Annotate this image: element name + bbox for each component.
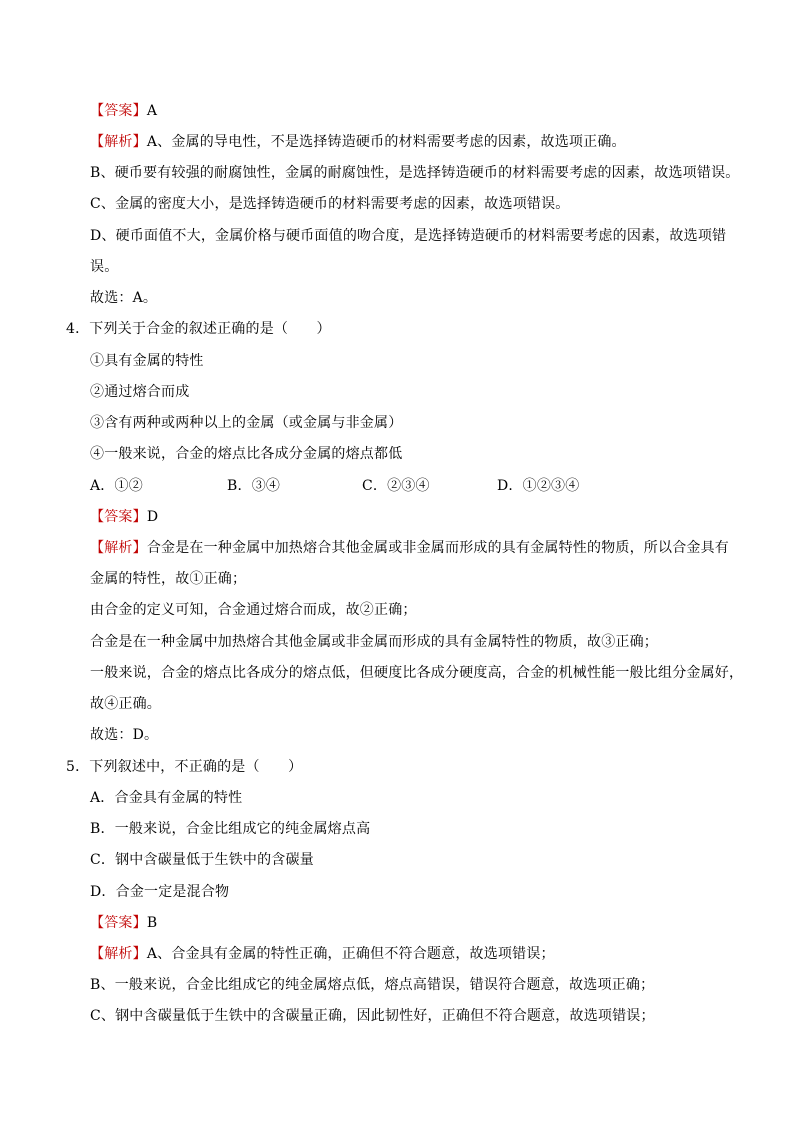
answer-value: B [146, 915, 158, 931]
q4-analysis-line-2: 金属的特性，故①正确； [90, 571, 247, 587]
analysis-text: A、金属的导电性，不是选择铸造硬币的材料需要考虑的因素，故选项正确。 [146, 134, 626, 150]
answer-tag: 【答案】 [90, 509, 147, 525]
q4-statement-3: ③含有两种或两种以上的金属（或金属与非金属） [90, 415, 403, 431]
q3-answer [90, 101, 157, 121]
analysis-tag: 【解析】 [90, 134, 147, 150]
q4-analysis-line-5: 一般来说，合金的熔点比各成分的熔点低，但硬度比各成分硬度高，合金的机械性能一般比组分金属好， [90, 665, 744, 681]
q4-analysis-line-3: 由合金的定义可知，合金通过熔合而成，故②正确； [90, 602, 417, 618]
q4-answer [90, 507, 158, 527]
q5-option-b: B．一般来说，合金比组成它的纯金属熔点高 [90, 821, 371, 837]
answer-tag: 【答案】 [90, 103, 147, 119]
q5-answer [90, 913, 157, 933]
analysis-tag: 【解析】 [90, 946, 147, 962]
answer-tag: 【答案】 [90, 915, 147, 931]
q3-conclusion: 故选：A。 [90, 290, 158, 306]
q5-stem: 5．下列叙述中，不正确的是（ ） [66, 759, 303, 775]
q3-analysis-line-3: C、金属的密度大小，是选择铸造硬币的材料需要考虑的因素，故选项错误。 [90, 196, 570, 212]
q4-option-b: B．③④ [227, 478, 281, 494]
q3-analysis-line-4: D、硬币面值不大，金属价格与硬币面值的吻合度，是选择铸造硬币的材料需要考虑的因素，故选项错 [90, 228, 727, 244]
q4-analysis-line-6: 故④正确。 [90, 696, 161, 712]
answer-value: D [146, 509, 159, 525]
analysis-tag: 【解析】 [90, 540, 147, 556]
q3-analysis-line-5: 误。 [90, 259, 119, 275]
q4-option-a: A．①② [90, 478, 143, 494]
answer-value: A [146, 103, 158, 119]
q4-statement-2: ②通过熔合而成 [90, 384, 190, 400]
q4-statement-4: ④一般来说，合金的熔点比各成分金属的熔点都低 [90, 446, 403, 462]
q4-analysis-line-1 [90, 538, 729, 558]
q4-stem: 4．下列关于合金的叙述正确的是（ ） [66, 321, 331, 337]
q4-analysis-line-4: 合金是在一种金属中加热熔合其他金属或非金属而形成的具有金属特性的物质，故③正确； [90, 634, 658, 650]
q4-option-d: D．①②③④ [497, 478, 580, 494]
q5-analysis-line-1 [90, 944, 555, 964]
q5-analysis-line-3: C、钢中含碳量低于生铁中的含碳量正确，因此韧性好，正确但不符合题意，故选项错误； [90, 1008, 655, 1024]
q4-option-c: C．②③④ [362, 478, 430, 494]
analysis-text: A、合金具有金属的特性正确，正确但不符合题意，故选项错误； [146, 946, 555, 962]
q3-analysis-line-2: B、硬币要有较强的耐腐蚀性，金属的耐腐蚀性，是选择铸造硬币的材料需要考虑的因素，故选项错误。 [90, 165, 740, 181]
q5-option-c: C．钢中含碳量低于生铁中的含碳量 [90, 852, 314, 868]
q5-analysis-line-2: B、一般来说，合金比组成它的纯金属熔点低，熔点高错误，错误符合题意，故选项正确； [90, 977, 655, 993]
q3-analysis-line-1 [90, 132, 626, 152]
q5-option-d: D．合金一定是混合物 [90, 884, 230, 900]
q4-statement-1: ①具有金属的特性 [90, 353, 204, 369]
q4-conclusion: 故选：D。 [90, 727, 159, 743]
q5-option-a: A．合金具有金属的特性 [90, 790, 243, 806]
analysis-text: 合金是在一种金属中加热熔合其他金属或非金属而形成的具有金属特性的物质，所以合金具有 [146, 540, 730, 556]
